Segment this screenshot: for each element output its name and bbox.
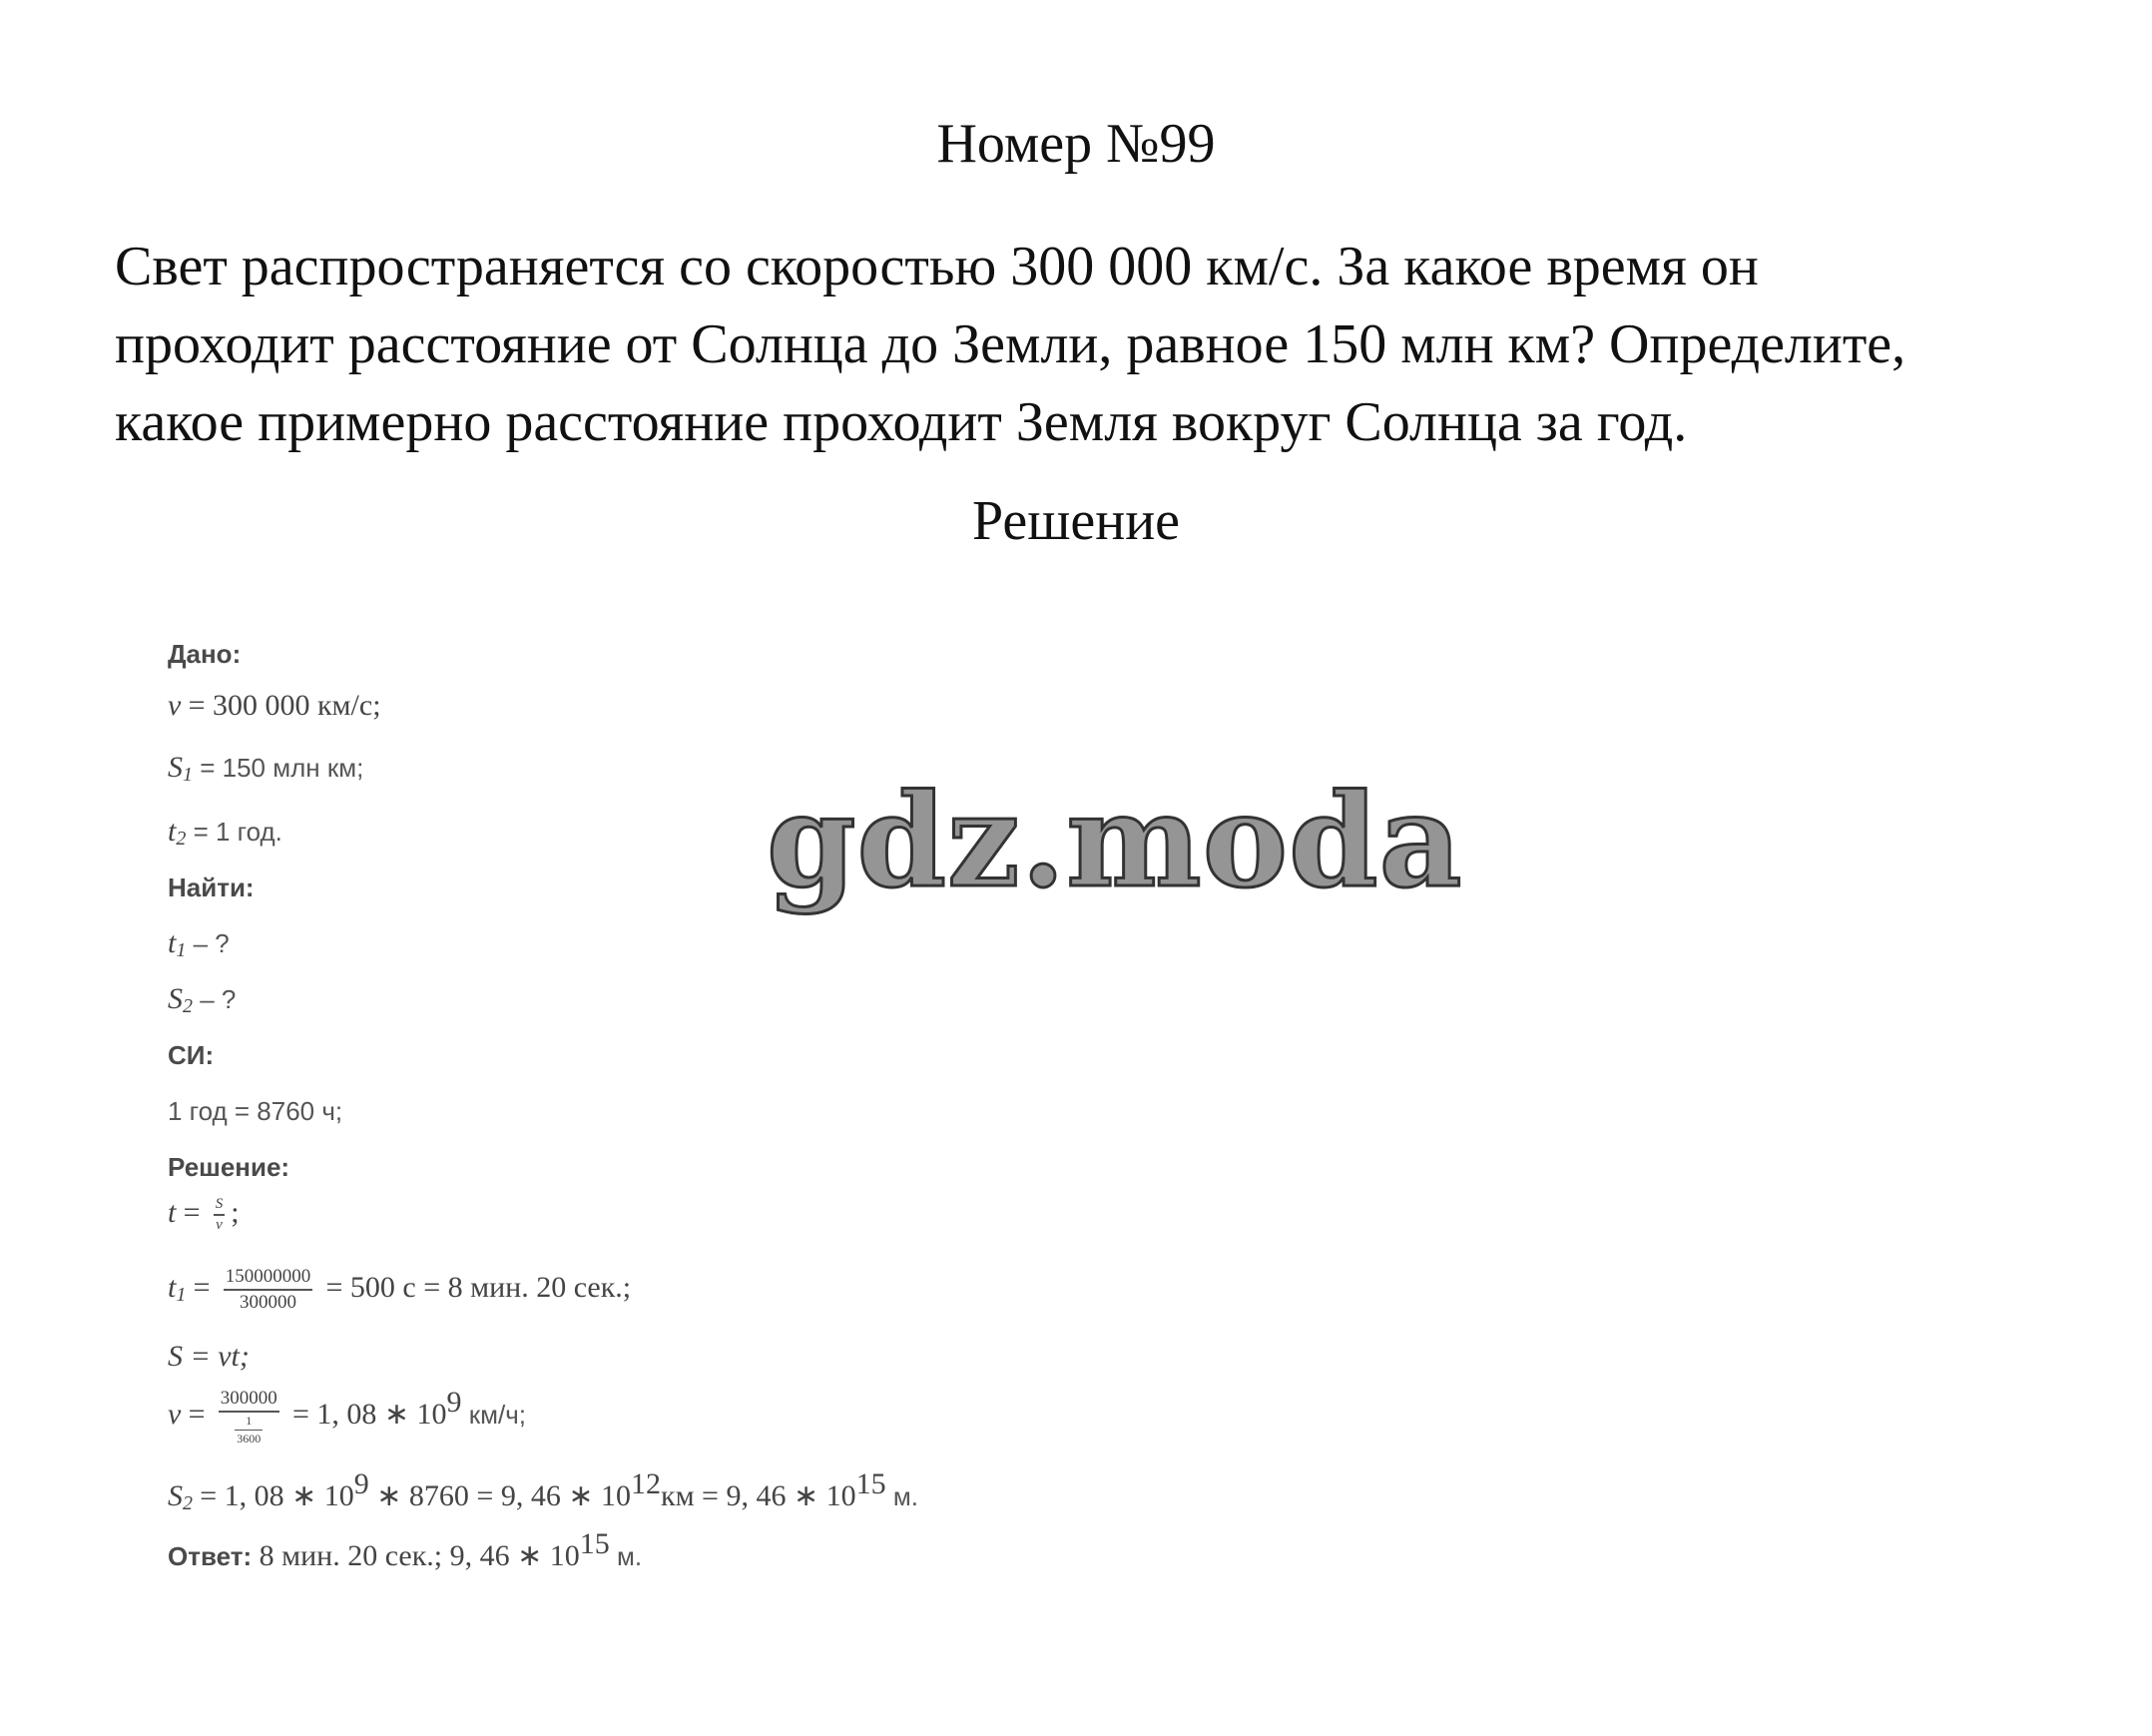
given-speed: v = 300 000 км/с; <box>168 689 381 722</box>
formula-distance: S = vt; <box>168 1340 250 1373</box>
find-distance: $S_2$ – ? <box>168 982 237 1017</box>
fraction: $\frac{S}{v}$ <box>215 1196 224 1234</box>
find-label: Найти: <box>168 872 255 902</box>
fraction: $\frac{150000000}{300000}$ <box>225 1266 311 1313</box>
si-label: СИ: <box>168 1040 215 1070</box>
formula-time: t = $\frac{S}{v}$ ; <box>168 1196 240 1234</box>
problem-line: какое примерно расстояние проходит Земля вокруг Солнца за год. <box>115 391 1688 453</box>
watermark-logo: gdz.moda <box>767 767 1463 916</box>
answer: Ответ: 8 мин. 20 сек.; 9, 46 ∗ $10^{15}$ м. <box>168 1527 643 1572</box>
problem-number-title: Номер №99 <box>936 113 1216 175</box>
fraction: 300000 1 3600 <box>220 1387 277 1446</box>
solution-heading: Решение <box>971 490 1181 552</box>
formula-s2: $S_2 = 1$, 08 ∗ $10^9$ ∗ 8760 = 9, 46 ∗ $10^{12}км = 9$, 46 ∗ $10^{15}$ м. <box>168 1467 918 1514</box>
problem-line: Свет распространяется со скоростью 300 000 км/с. За какое время он <box>115 236 1759 297</box>
given-time: $t_2 = 1$ год. <box>168 815 282 850</box>
given-distance: $S_1 = 150$ млн км; <box>168 751 364 786</box>
problem-line: проходит расстояние от Солнца до Земли, равное 150 млн км? Определите, <box>115 313 1906 375</box>
given-label: Дано: <box>168 639 242 669</box>
formula-speed-kmh: v = 300000 1 3600 = 1, 08 ∗ $10^9$ км/ч; <box>168 1386 526 1446</box>
formula-t1: $t_1$ = $\frac{150000000}{300000}$ = 500 с = 8 мин. 20 сек.; <box>168 1266 632 1313</box>
find-time: $t_1$ – ? <box>168 926 230 961</box>
problem-statement <box>115 228 2071 461</box>
solution-label: Решение: <box>168 1152 290 1182</box>
si-conversion: 1 год = 8760 ч; <box>168 1096 343 1126</box>
